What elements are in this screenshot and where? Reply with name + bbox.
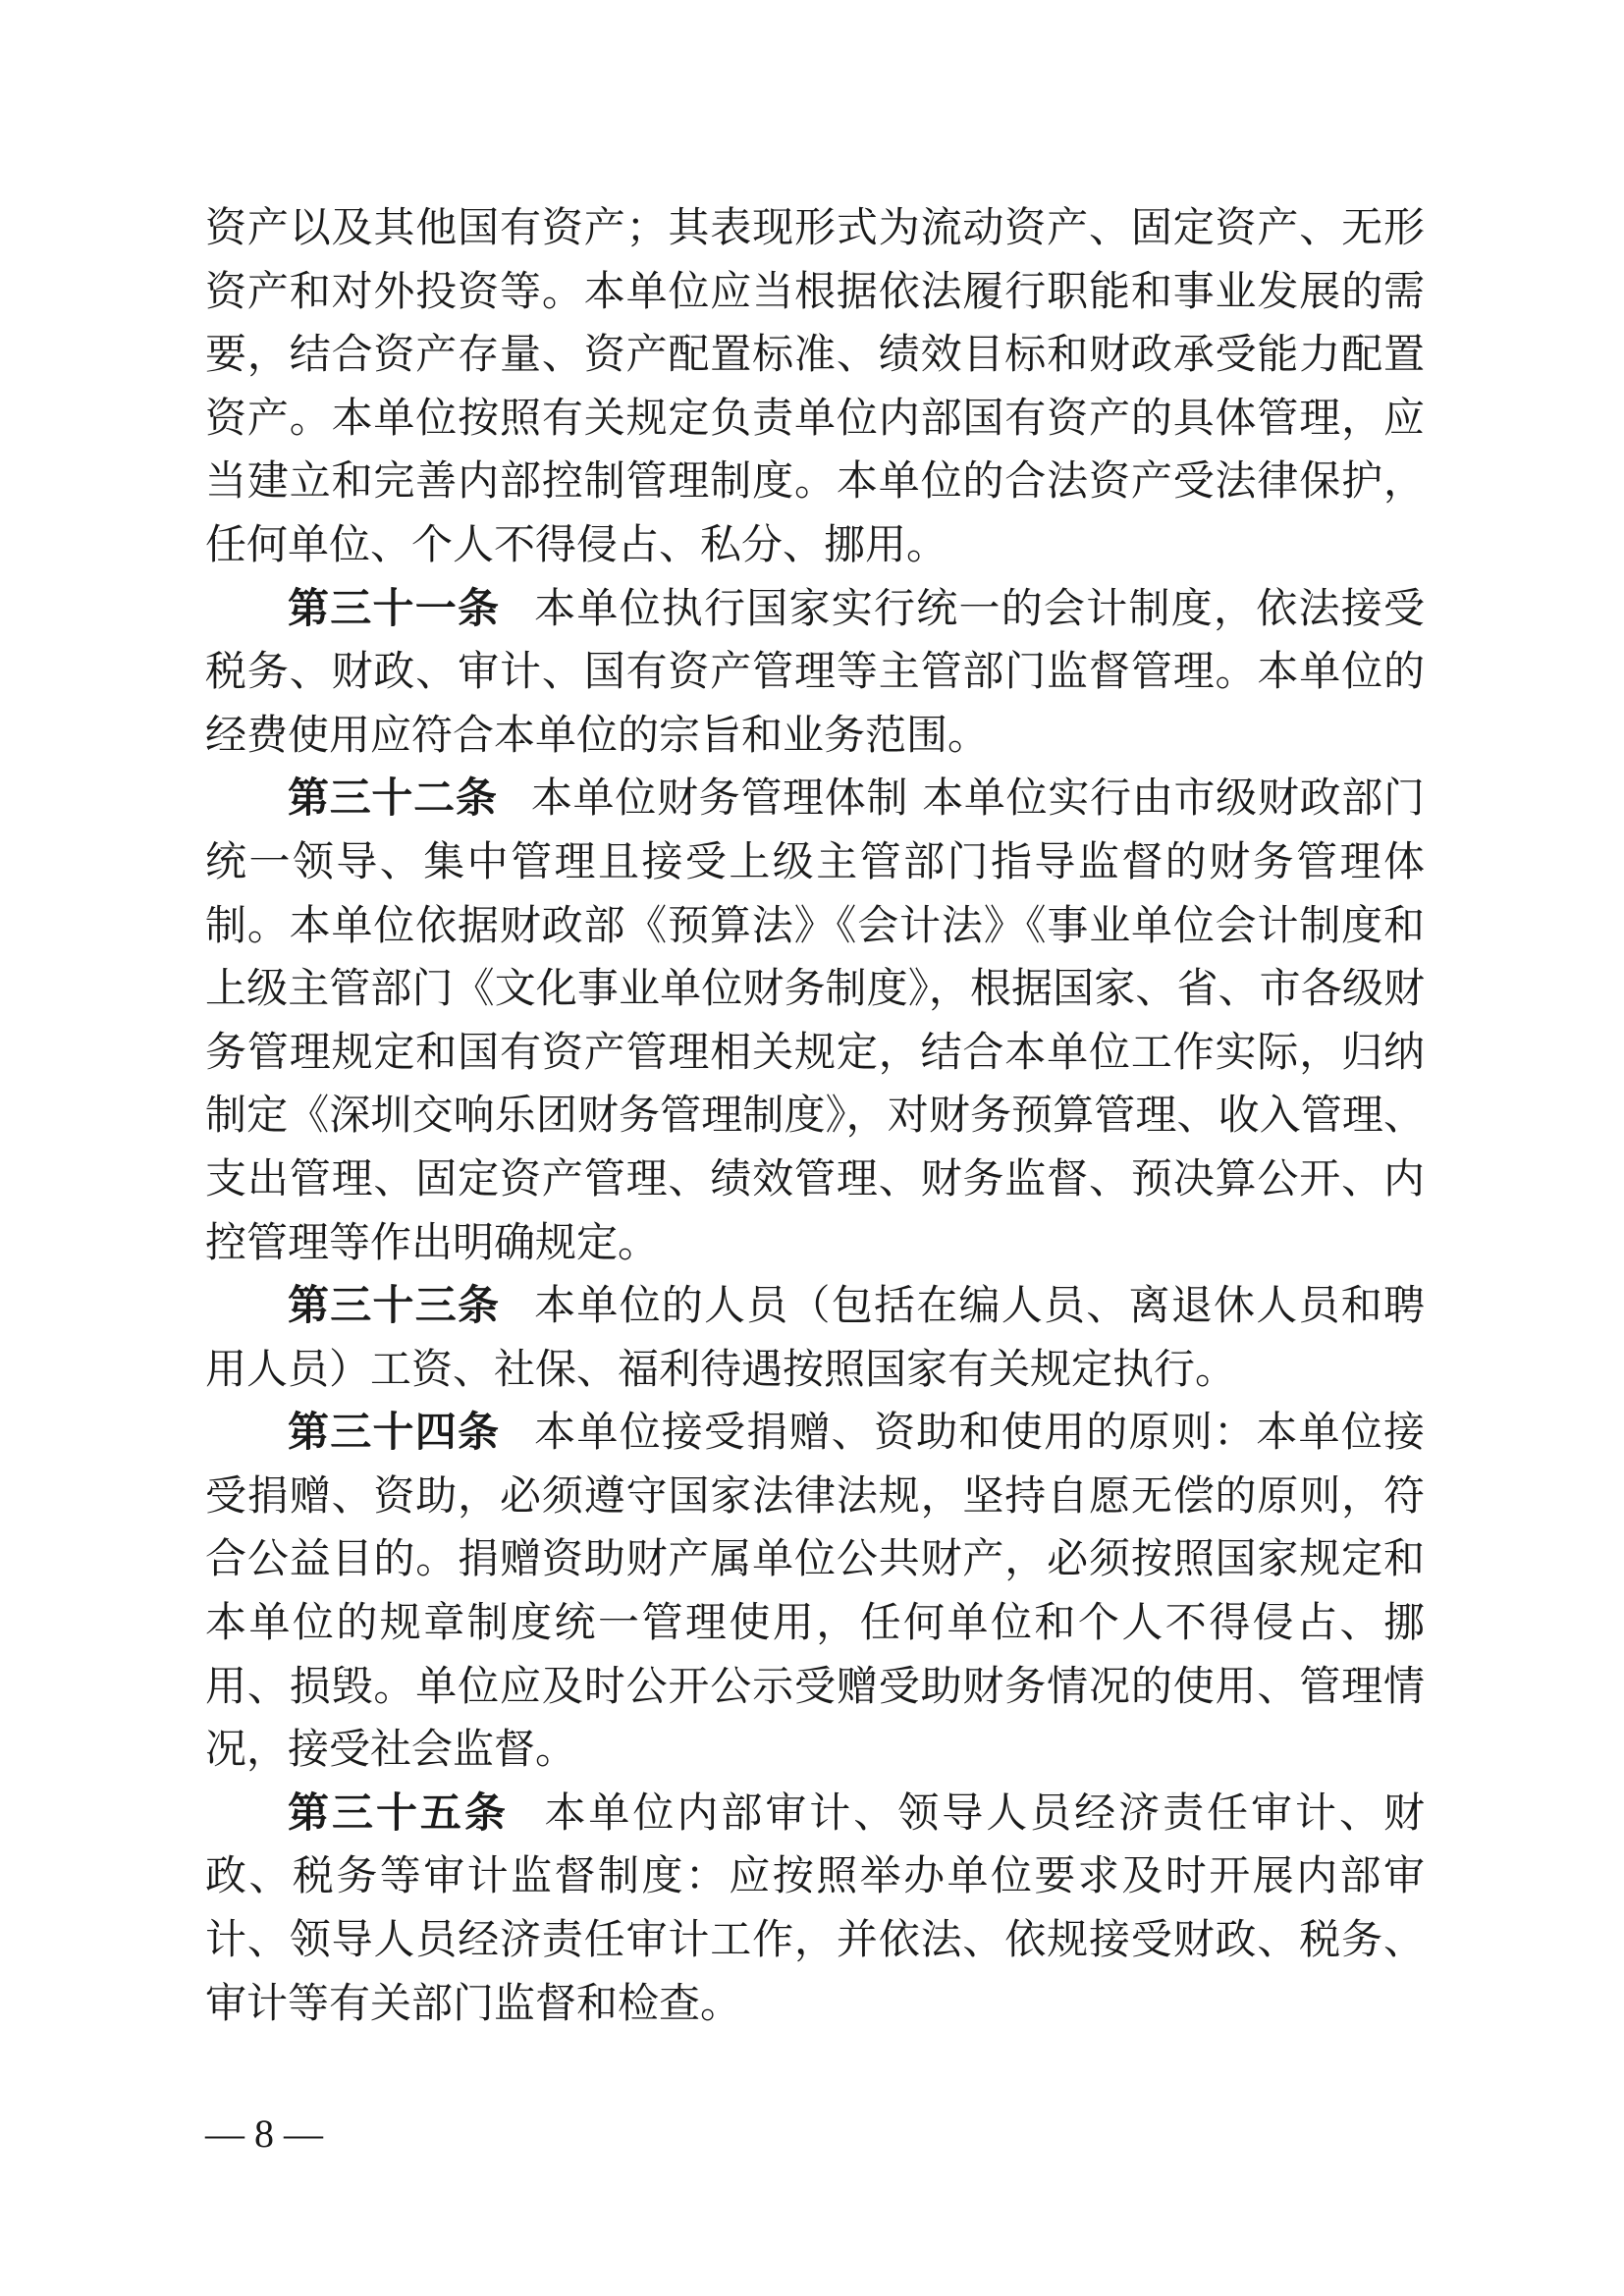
article-text: 本单位内部审计、领导人员经济责任审计、财政、税务等审计监督制度：应按照举办单位要求及时开展内部审计、领导人员经济责任审计工作，并依法、依规接受财政、税务、审计等有关部门监督和检查。 (205, 1788, 1425, 2027)
article-heading: 第三十一条 (288, 583, 501, 632)
page-number: — 8 — (205, 2111, 323, 2156)
article-heading: 第三十三条 (288, 1281, 501, 1330)
paragraph-text: 资产以及其他国有资产；其表现形式为流动资产、固定资产、无形资产和对外投资等。本单位应当根据依法履行职能和事业发展的需要，结合资产存量、资产配置标准、绩效目标和财政承受能力配置资产。本单位按照有关规定负责单位内部国有资产的具体管理，应当建立和完善内部控制管理制度。本单位的合法资产受法律保护，任何单位、个人不得侵占、私分、挪用。 (205, 203, 1425, 568)
article-heading: 第三十四条 (288, 1408, 501, 1457)
article-35 (205, 1782, 1425, 2035)
article-34 (205, 1401, 1425, 1782)
document-body (205, 196, 1425, 2035)
article-33 (205, 1274, 1425, 1401)
article-31 (205, 577, 1425, 768)
article-heading: 第三十二条 (288, 774, 498, 823)
article-text: 本单位财务管理体制 本单位实行由市级财政部门统一领导、集中管理且接受上级主管部门指导监督的财务管理体制。本单位依据财政部《预算法》《会计法》《事业单位会计制度和上级主管部门《文化事业单位财务制度》，根据国家、省、市各级财务管理规定和国有资产管理相关规定，结合本单位工作实际，归纳制定《深圳交响乐团财务管理制度》，对财务预算管理、收入管理、支出管理、固定资产管理、绩效管理、财务监督、预决算公开、内控管理等作出明确规定。 (205, 774, 1425, 1266)
article-32 (205, 767, 1425, 1274)
article-text: 本单位执行国家实行统一的会计制度，依法接受税务、财政、审计、国有资产管理等主管部门监督管理。本单位的经费使用应符合本单位的宗旨和业务范围。 (205, 583, 1425, 759)
paragraph-asset-management (205, 196, 1425, 577)
article-heading: 第三十五条 (288, 1788, 509, 1837)
article-text: 本单位接受捐赠、资助和使用的原则：本单位接受捐赠、资助，必须遵守国家法律法规，坚持自愿无偿的原则，符合公益目的。捐赠资助财产属单位公共财产，必须按照国家规定和本单位的规章制度统一管理使用，任何单位和个人不得侵占、挪用、损毁。单位应及时公开公示受赠受助财务情况的使用、管理情况，接受社会监督。 (205, 1408, 1425, 1774)
article-text: 本单位的人员（包括在编人员、离退休人员和聘用人员）工资、社保、福利待遇按照国家有关规定执行。 (205, 1281, 1425, 1393)
